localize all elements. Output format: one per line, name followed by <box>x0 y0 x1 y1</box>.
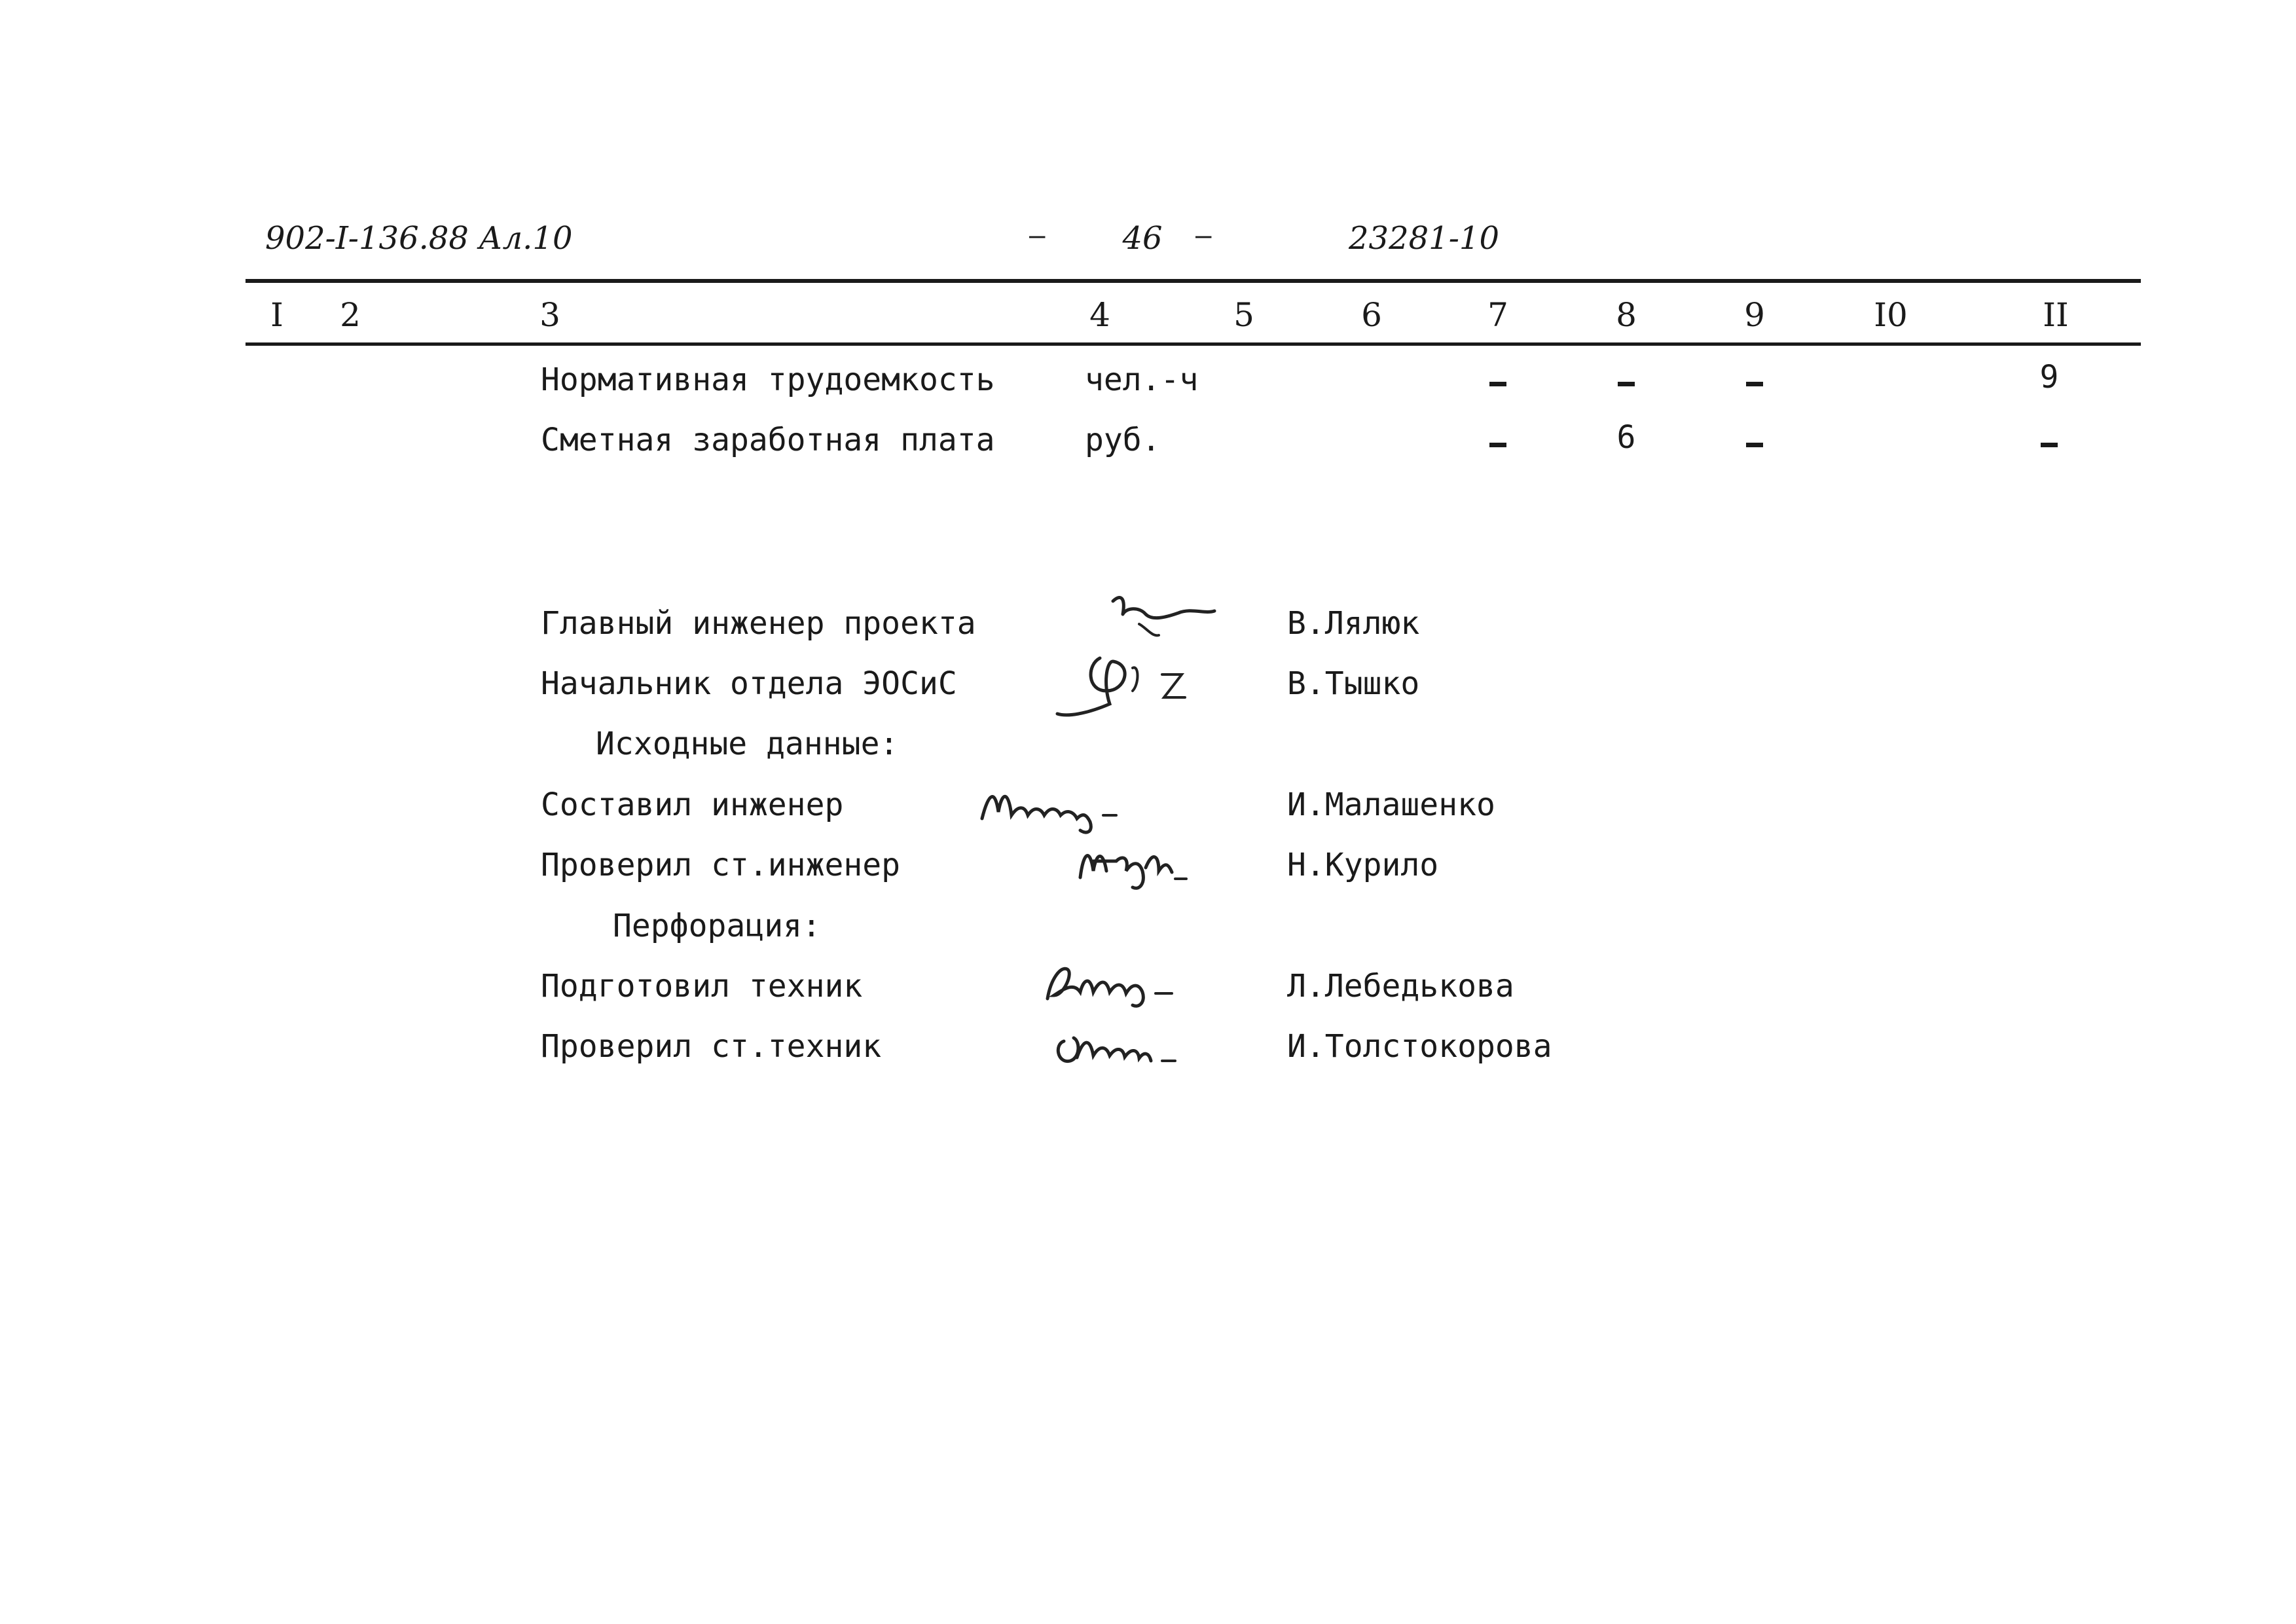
page-dash-right: – <box>1195 219 1212 251</box>
section-heading: Исходные данные: <box>596 726 899 762</box>
document-id: 23281-10 <box>1349 220 1499 257</box>
row-unit: руб. <box>1085 422 1161 458</box>
row-value-col11: 9 <box>2039 359 2059 396</box>
row-name: Нормативная трудоемкость <box>541 361 995 398</box>
row-unit: чел.-ч <box>1085 361 1199 398</box>
row-name: Сметная заработная плата <box>541 422 995 458</box>
table-header-rule <box>246 342 2141 346</box>
column-number: 4 <box>1089 296 1110 334</box>
signature-role: Начальник отдела ЭОСиС <box>541 665 957 702</box>
page-number: 46 <box>1122 220 1163 257</box>
cell-dash <box>1746 443 1763 447</box>
cell-dash <box>1746 382 1763 386</box>
cell-dash <box>2041 443 2058 447</box>
column-number: 7 <box>1487 296 1508 334</box>
signature-role: Подготовил техник <box>541 968 863 1005</box>
cell-dash <box>1618 382 1635 386</box>
column-number: 3 <box>539 296 560 334</box>
signature-role: Составил инженер <box>541 786 844 823</box>
document-code: 902-I-136.88 Ал.10 <box>265 220 573 257</box>
signatory-name: В.Лялюк <box>1287 605 1420 642</box>
column-number: 2 <box>340 296 361 334</box>
signature-role: Главный инженер проекта <box>541 605 976 642</box>
handwritten-signature <box>1048 645 1205 724</box>
signatory-name: В.Тышко <box>1287 665 1420 702</box>
column-number: 5 <box>1233 296 1254 334</box>
column-number: I <box>270 296 283 334</box>
handwritten-signature <box>1067 832 1192 897</box>
row-value-col8: 6 <box>1616 419 1636 456</box>
signatory-name: И.Толстокорова <box>1287 1028 1552 1065</box>
page-dash-left: – <box>1029 219 1046 251</box>
signature-role: Проверил ст.техник <box>541 1028 882 1065</box>
column-number: I0 <box>1874 296 1908 334</box>
section-heading: Перфорация: <box>613 908 821 944</box>
column-number: II <box>2043 296 2069 334</box>
signatory-name: Н.Курило <box>1287 847 1439 883</box>
table-top-rule <box>246 279 2141 283</box>
column-number: 9 <box>1744 296 1765 334</box>
cell-dash <box>1489 382 1506 386</box>
handwritten-signature <box>1038 953 1188 1012</box>
signatory-name: И.Малашенко <box>1287 786 1495 823</box>
handwritten-signature <box>1048 1015 1192 1074</box>
column-number: 6 <box>1361 296 1382 334</box>
signatory-name: Л.Лебедькова <box>1287 968 1514 1005</box>
cell-dash <box>1489 443 1506 447</box>
handwritten-signature <box>975 779 1133 838</box>
column-number: 8 <box>1616 296 1637 334</box>
signature-role: Проверил ст.инженер <box>541 847 901 883</box>
